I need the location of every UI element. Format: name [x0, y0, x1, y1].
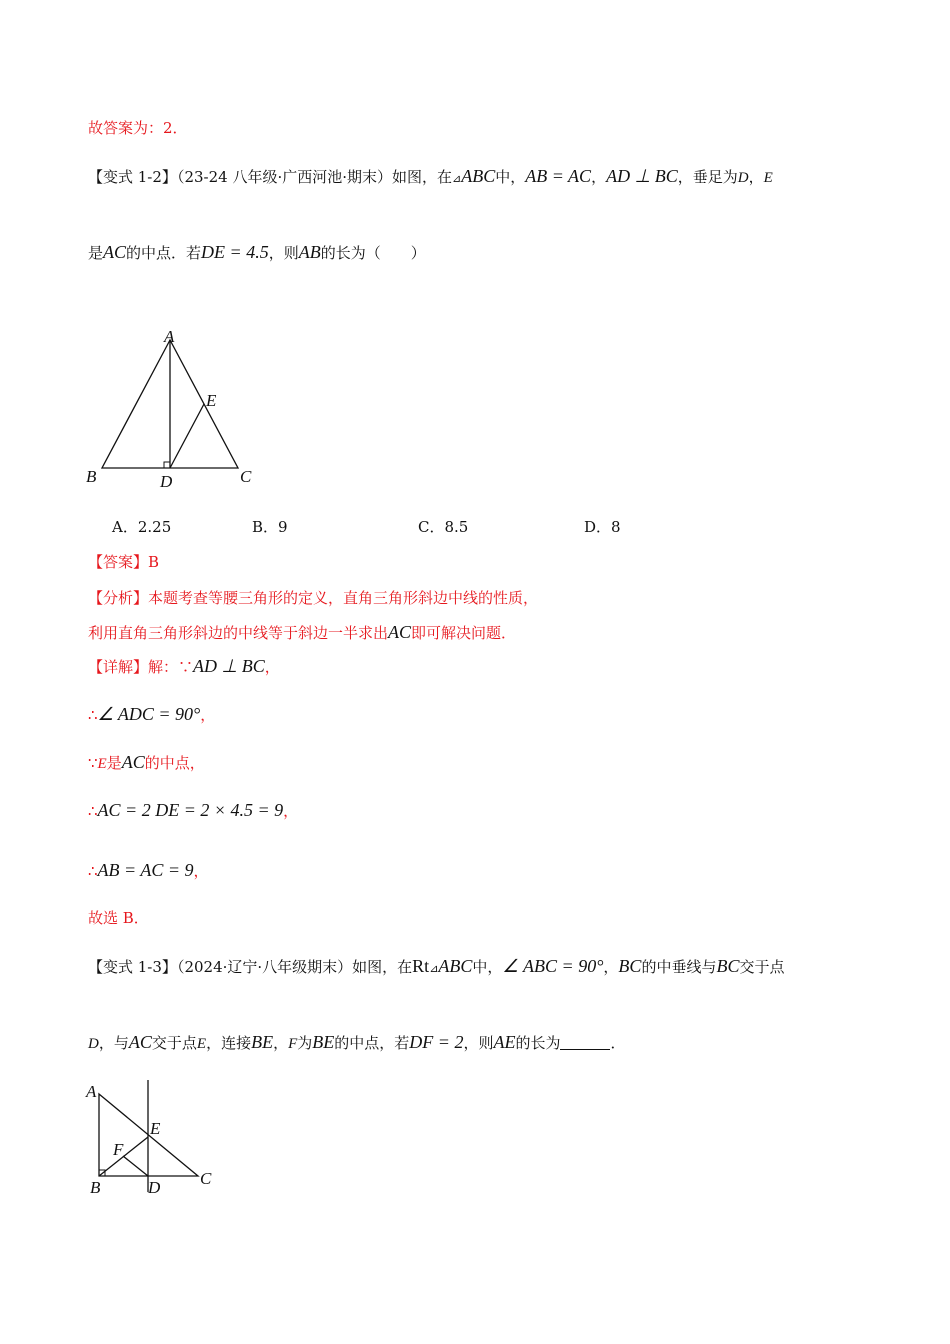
text: ，则	[268, 244, 299, 262]
text: ，垂足为	[677, 168, 738, 186]
math-de-value: DE = 4.5	[201, 242, 269, 262]
math-ad-perp-bc: AD ⊥ BC	[193, 656, 265, 676]
triangle-symbol: ⊿	[429, 962, 439, 975]
text: 是	[106, 754, 122, 772]
q12-triangle-figure	[80, 320, 280, 495]
label-f: F	[113, 1140, 124, 1159]
text: 中，	[472, 958, 503, 976]
conclusion: 故选 B．	[88, 909, 149, 927]
text: ，	[200, 706, 216, 724]
step-3	[88, 800, 298, 821]
q13-line-2	[88, 1032, 625, 1054]
option-c[interactable]: C．8.5	[418, 518, 469, 536]
segment-de	[170, 404, 204, 468]
text: 交于点	[151, 1034, 197, 1052]
math-abc: ABC	[461, 166, 496, 186]
text: 是	[88, 244, 104, 262]
right-angle-mark	[164, 462, 170, 468]
text: 的中垂线与	[641, 958, 717, 976]
q12-source: （23-24 八年级·广西河池·期末）	[176, 168, 392, 186]
previous-answer: 故答案为：2．	[88, 119, 188, 137]
because-symbol: ∵	[178, 658, 194, 676]
text: ，	[603, 958, 619, 976]
math-angle-abc: ∠ ABC = 90°	[502, 956, 604, 976]
math-d: D	[88, 1036, 99, 1052]
answer-blank[interactable]	[560, 1035, 610, 1050]
text: ，	[273, 1034, 289, 1052]
math-rt: Rt	[412, 956, 430, 976]
text: 的长为（ ）	[320, 244, 426, 262]
text: ，	[748, 168, 764, 186]
math-be: BE	[312, 1032, 335, 1052]
text: 中，	[495, 168, 526, 186]
math-ad-perp-bc: AD ⊥ BC	[606, 166, 678, 186]
text: ，	[264, 658, 280, 676]
math-df-value: DF = 2	[409, 1032, 464, 1052]
analysis-line-1: 【分析】本题考查等腰三角形的定义，直角三角形斜边中线的性质，	[88, 589, 539, 607]
text: ，则	[463, 1034, 494, 1052]
q13-line-1	[88, 956, 784, 979]
analysis-line-2	[88, 622, 516, 643]
triangle-symbol: ⊿	[452, 172, 462, 185]
math-f: F	[288, 1036, 298, 1052]
text: 如图，在	[392, 168, 453, 186]
label-c: C	[240, 467, 252, 486]
text: 的长为	[515, 1034, 561, 1052]
answer: 【答案】B	[88, 553, 160, 571]
label-b: B	[90, 1178, 101, 1197]
label-d: D	[160, 472, 173, 491]
therefore-symbol: ∴	[88, 862, 98, 880]
detail-line	[88, 656, 280, 677]
q12-tag: 【变式 1-2】	[88, 168, 177, 186]
math-ac: AC	[121, 752, 145, 772]
label-c: C	[200, 1169, 212, 1188]
math-ab-result: AB = AC = 9	[97, 860, 194, 880]
math-d: D	[737, 170, 749, 186]
math-be: BE	[251, 1032, 274, 1052]
label-e: E	[206, 391, 217, 410]
therefore-symbol: ∴	[88, 706, 98, 724]
math-ac: AC	[388, 622, 412, 642]
math-ac: AC	[103, 242, 127, 262]
q13-triangle-figure	[80, 1080, 230, 1200]
detail-tag: 【详解】解：	[88, 658, 179, 676]
math-bc: BC	[618, 956, 642, 976]
text: 交于点	[739, 958, 785, 976]
text: 利用直角三角形斜边的中线等于斜边一半求出	[88, 624, 389, 642]
label-a: A	[164, 327, 175, 346]
text: ，	[193, 862, 209, 880]
because-symbol: ∵	[88, 754, 98, 772]
text: 的中点，若	[334, 1034, 410, 1052]
text: 的中点．若	[126, 244, 202, 262]
text: 的中点，	[144, 754, 205, 772]
math-ac-calculation: AC = 2 DE = 2 × 4.5 = 9	[97, 800, 284, 820]
step-2	[88, 752, 205, 774]
text: ，	[591, 168, 607, 186]
q12-line-2	[88, 242, 426, 263]
option-b[interactable]: B．9	[252, 518, 288, 536]
math-ab: AB	[298, 242, 321, 262]
q13-tag: 【变式 1-3】	[88, 958, 177, 976]
label-e: E	[150, 1119, 161, 1138]
text: ，	[283, 802, 299, 820]
math-angle-adc: ∠ ADC = 90°	[97, 704, 201, 724]
therefore-symbol: ∴	[88, 802, 98, 820]
step-4	[88, 860, 209, 881]
step-1	[88, 704, 215, 725]
math-ae: AE	[493, 1032, 516, 1052]
q13-source: （2024·辽宁·八年级期末）	[176, 958, 353, 976]
text: 如图，在	[352, 958, 413, 976]
math-abc: ABC	[438, 956, 473, 976]
q12-line-1	[88, 166, 773, 189]
text: 为	[297, 1034, 313, 1052]
math-e: E	[763, 170, 773, 186]
text: ，连接	[206, 1034, 252, 1052]
label-a: A	[86, 1082, 97, 1101]
segment-df	[123, 1156, 148, 1176]
text: ．	[610, 1034, 626, 1052]
math-e: E	[196, 1036, 207, 1052]
math-ac: AC	[128, 1032, 152, 1052]
math-bc: BC	[716, 956, 740, 976]
option-d[interactable]: D．8	[584, 518, 621, 536]
math-ab-eq-ac: AB = AC	[525, 166, 592, 186]
label-d: D	[148, 1178, 161, 1197]
text: ，与	[98, 1034, 129, 1052]
text: 即可解决问题．	[411, 624, 517, 642]
option-a[interactable]: A．2.25	[112, 518, 172, 536]
math-e: E	[97, 756, 107, 772]
label-b: B	[86, 467, 97, 486]
